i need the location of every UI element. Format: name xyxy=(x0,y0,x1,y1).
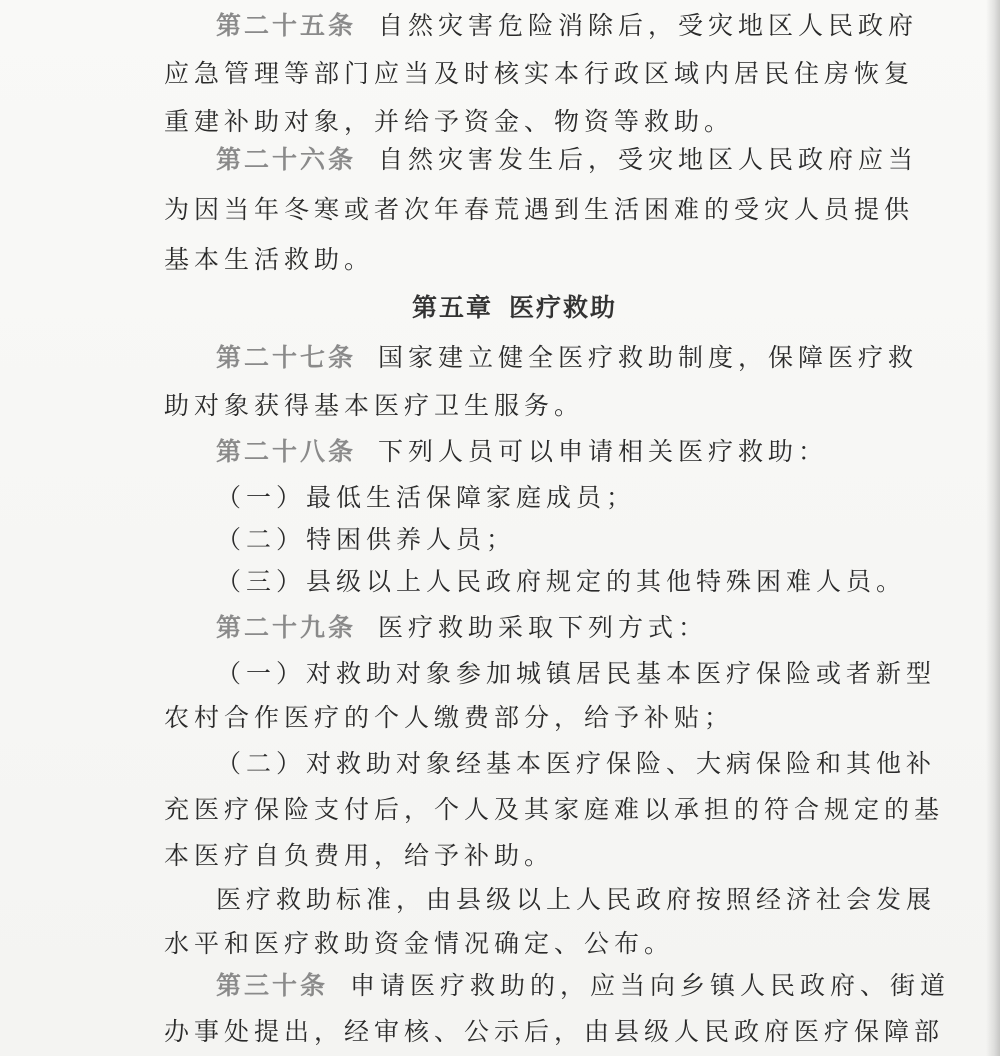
article-29-item-2-line-3: 本医疗自负费用，给予补助。 xyxy=(164,841,555,870)
article-29-item-2-line-2: 充医疗保险支付后，个人及其家庭难以承担的符合规定的基 xyxy=(164,795,945,824)
article-28-line-1 xyxy=(216,428,828,476)
list-item-2: （二）特困供养人员； xyxy=(216,525,517,554)
article-30-line-1 xyxy=(216,962,950,1010)
article-number: 第二十五条 xyxy=(216,11,357,40)
article-26-line-3: 基本生活救助。 xyxy=(164,245,375,274)
article-number: 第三十条 xyxy=(216,971,329,1000)
article-text: 国家建立健全医疗救助制度，保障医疗救 xyxy=(378,343,919,372)
page-edge-shadow xyxy=(986,0,1000,1056)
article-number: 第二十八条 xyxy=(216,437,357,466)
article-29-para-line-2: 水平和医疗救助资金情况确定、公布。 xyxy=(164,929,675,958)
article-27-line-2: 助对象获得基本医疗卫生服务。 xyxy=(164,391,585,420)
list-item-1: （一）最低生活保障家庭成员； xyxy=(216,483,637,512)
chapter-number: 第五章 xyxy=(412,293,494,322)
article-29-item-2-line-1: （二）对救助对象经基本医疗保险、大病保险和其他补 xyxy=(216,749,937,778)
chapter-title: 医疗救助 xyxy=(509,293,618,322)
article-26-line-1 xyxy=(216,136,918,184)
article-26-line-2: 为因当年冬寒或者次年春荒遇到生活困难的受灾人员提供 xyxy=(164,195,915,224)
list-item-3: （三）县级以上人民政府规定的其他特殊困难人员。 xyxy=(216,567,907,596)
article-29-para-line-1: 医疗救助标准，由县级以上人民政府按照经济社会发展 xyxy=(216,885,937,914)
article-30-line-2: 办事处提出，经审核、公示后，由县级人民政府医疗保障部 xyxy=(164,1017,945,1046)
article-25-line-3: 重建补助对象，并给予资金、物资等救助。 xyxy=(164,107,735,136)
article-text: 下列人员可以申请相关医疗救助： xyxy=(378,437,829,466)
article-29-line-1 xyxy=(216,604,708,652)
article-text: 申请医疗救助的，应当向乡镇人民政府、街道 xyxy=(350,971,951,1000)
article-number: 第二十九条 xyxy=(216,613,357,642)
article-25-line-1 xyxy=(216,2,918,50)
article-27-line-1 xyxy=(216,334,918,382)
article-number: 第二十六条 xyxy=(216,145,357,174)
article-25-line-2: 应急管理等部门应当及时核实本行政区域内居民住房恢复 xyxy=(164,59,915,88)
article-29-item-1-line-1: （一）对救助对象参加城镇居民基本医疗保险或者新型 xyxy=(216,659,937,688)
article-29-item-1-line-2: 农村合作医疗的个人缴费部分，给予补贴； xyxy=(164,703,735,732)
article-text: 医疗救助采取下列方式： xyxy=(378,613,709,642)
article-text: 自然灾害发生后，受灾地区人民政府应当 xyxy=(378,145,919,174)
article-number: 第二十七条 xyxy=(216,343,357,372)
article-text: 自然灾害危险消除后，受灾地区人民政府 xyxy=(378,11,919,40)
chapter-heading xyxy=(412,284,617,332)
